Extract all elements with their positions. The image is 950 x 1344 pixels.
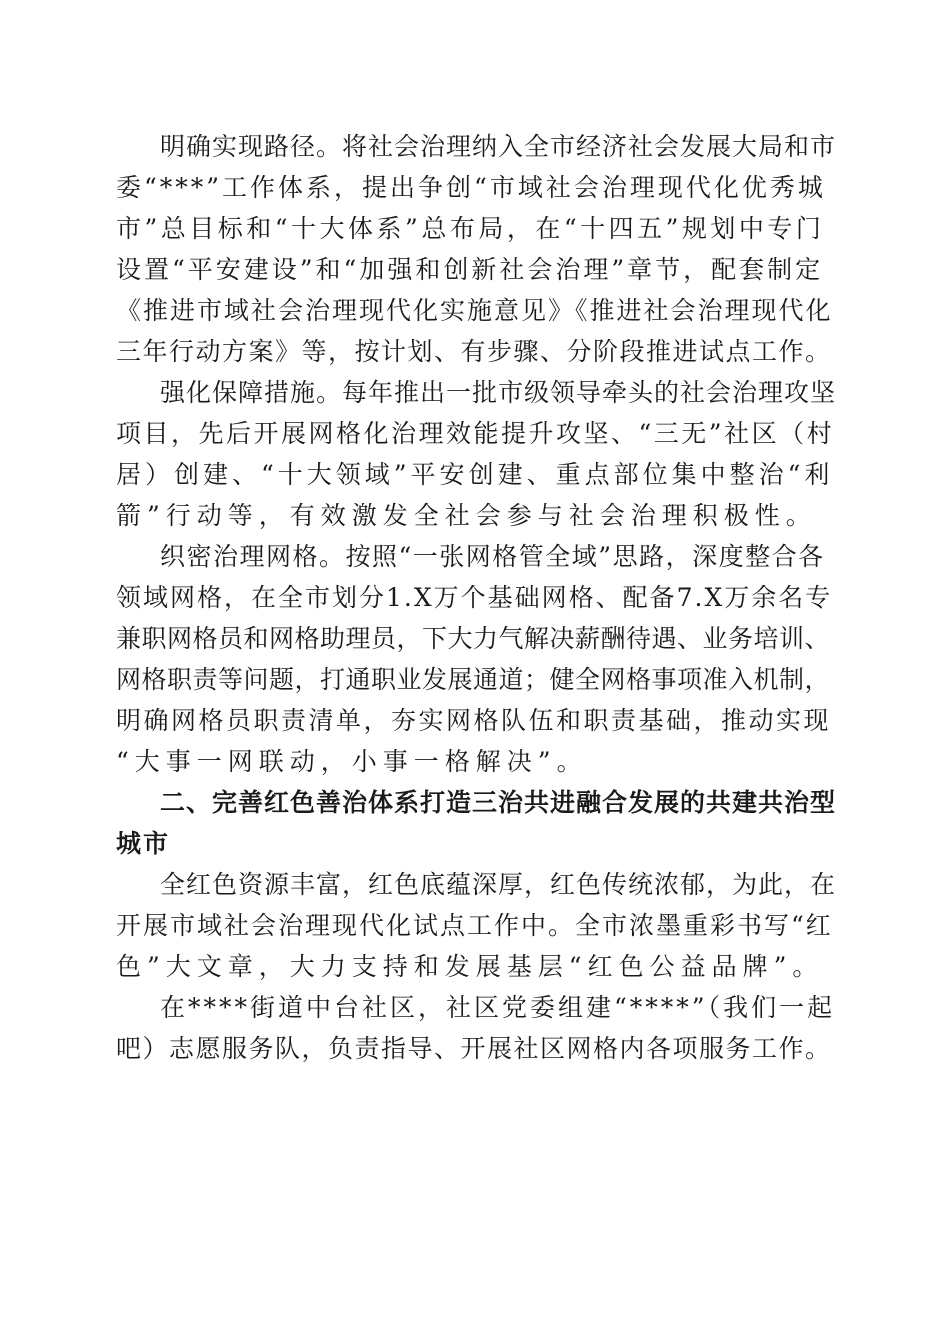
text-line: 明确网格员职责清单，夯实网格队伍和职责基础，推动实现: [116, 706, 832, 735]
text-line: 箭”行动等，有效激发全社会参与社会治理积极性。: [116, 501, 817, 530]
section-heading: [116, 782, 836, 864]
paragraph-measures: [116, 372, 836, 536]
heading-line: 城市: [116, 829, 171, 858]
text-line: 设置“平安建设”和“加强和创新社会治理”章节，配套制定: [116, 255, 824, 284]
text-line: 开展市域社会治理现代化试点工作中。全市浓墨重彩书写“红: [116, 911, 833, 940]
text-line: 市”总目标和“十大体系”总布局，在“十四五”规划中专门: [116, 214, 825, 243]
text-line: 兼职网格员和网格助理员，下大力气解决薪酬待遇、业务培训、: [116, 624, 831, 653]
paragraph-path: [116, 126, 836, 372]
text-line: 委“***”工作体系，提出争创“市域社会治理现代化优秀城: [116, 173, 826, 202]
paragraph-red-resources: [116, 864, 836, 987]
paragraph-community: [116, 987, 836, 1069]
text-line: 领域网格，在全市划分1.X万个基础网格、配备7.X万余名专: [116, 583, 833, 612]
heading-line: 二、完善红色善治体系打造三治共进融合发展的共建共治型: [160, 788, 837, 817]
text-line: “大事一网联动，小事一格解决”。: [116, 747, 588, 776]
text-line: 项目，先后开展网格化治理效能提升攻坚、“三无”社区（村: [116, 419, 835, 448]
paragraph-grid: [116, 536, 836, 782]
text-line: 网格职责等问题，打通职业发展通道；健全网格事项准入机制，: [116, 665, 831, 694]
text-line: 《推进市域社会治理现代化实施意见》《推进社会治理现代化: [116, 296, 833, 325]
text-line: 明确实现路径。将社会治理纳入全市经济社会发展大局和市: [160, 132, 837, 161]
text-line: 居）创建、“十大领域”平安创建、重点部位集中整治“利: [116, 460, 834, 489]
text-line: 色”大文章，大力支持和发展基层“红色公益品牌”。: [116, 952, 824, 981]
text-line: 在****街道中台社区，社区党委组建“****”（我们一起: [160, 993, 836, 1022]
text-line: 三年行动方案》等，按计划、有步骤、分阶段推进试点工作。: [116, 337, 832, 366]
document-page: [116, 126, 836, 1069]
text-line: 全红色资源丰富，红色底蕴深厚，红色传统浓郁，为此，在: [160, 870, 837, 899]
text-line: 吧）志愿服务队，负责指导、开展社区网格内各项服务工作。: [116, 1034, 832, 1063]
text-line: 织密治理网格。按照“一张网格管全域”思路，深度整合各: [160, 542, 825, 571]
text-line: 强化保障措施。每年推出一批市级领导牵头的社会治理攻坚: [160, 378, 837, 407]
